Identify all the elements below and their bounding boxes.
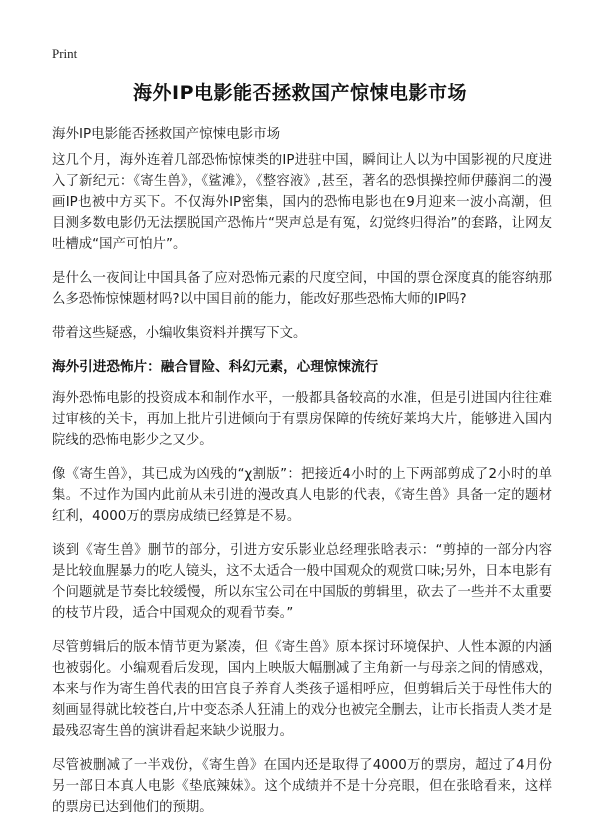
paragraph-editing-effects: 尽管剪辑后的版本情节更为紧凑，但《寄生兽》原本探讨环境保护、人性本源的内涵也被弱化。小编观看后发现，国内上映版大幅删减了主角新一与母亲之间的情感戏，本来与作为寄生兽代表的田宫良子养育人类孩子遥相呼应，但剪辑后关于母性伟大的刻画显得就比较苍白,片中变态杀人狂浦上的戏分也被完全删去，让市长指责人类才是最残忍寄生兽的演讲看起来缺少说服力。 (52, 640, 552, 739)
print-link[interactable]: Print (52, 46, 78, 61)
section-heading: 海外引进恐怖片：融合冒险、科幻元素，心理惊悚流行 (52, 359, 379, 375)
paragraph-questions: 是什么一夜间让中国具备了应对恐怖元素的尺度空间，中国的票仓深度真的能容纳那么多恐怖惊悚题材吗?以中国目前的能力，能改好那些恐怖大师的IP吗? (52, 271, 552, 307)
article-subtitle: 海外IP电影能否拯救国产惊悚电影市场 (52, 126, 281, 142)
article-body (52, 150, 552, 831)
paragraph-lead-in: 带着这些疑惑，小编收集资料并撰写下文。 (52, 326, 307, 341)
paragraph-box-office: 尽管被删减了一半戏份，《寄生兽》在国内还是取得了4000万的票房，超过了4月份另一部日本真人电影《垫底辣妹》。这个成绩并不是十分亮眼，但在张晗看来，这样的票房已达到他们的预期。 (52, 758, 552, 815)
paragraph-deleted-parts: 谈到《寄生兽》删节的部分，引进方安乐影业总经理张晗表示：“剪掉的一部分内容是比较血腥暴力的吃人镜头，这不太适合一般中国观众的观赏口味;另外，日本电影有个问题就是节奏比较缓慢，所以东宝公司在中国版的剪辑里，砍去了一些并不太重要的枝节片段，适合中国观众的观看节奏。” (52, 543, 552, 621)
paragraph-intro: 这几个月，海外连着几部恐怖惊悚类的IP进驻中国，瞬间让人以为中国影视的尺度进入了新纪元：《寄生兽》，《鲨滩》，《整容液》,甚至，著名的恐惧操控师伊藤润二的漫画IP也被中方买下。不仅海外IP密集，国内的恐怖电影也在9月迎来一波小高潮，但目测多数电影仍无法摆脱国产恐怖片“哭声总是有冤，幻觉终归得治”的套路，让网友吐槽成“国产可怕片”。 (52, 153, 552, 252)
paragraph-overseas-films: 海外恐怖电影的投资成本和制作水平，一般都具备较高的水准，但是引进国内往往难过审核的关卡，再加上批片引进倾向于有票房保障的传统好莱坞大片，能够进入国内院线的恐怖电影少之又少。 (52, 391, 552, 448)
paragraph-parasyte-cut: 像《寄生兽》，其已成为凶残的“χ割版”：把接近4小时的上下两部剪成了2小时的单集。不过作为国内此前从未引进的漫改真人电影的代表，《寄生兽》具备一定的题材红利，4000万的票房成绩已经算是不易。 (52, 467, 552, 524)
article-title: 海外IP电影能否拯救国产惊悚电影市场 (133, 82, 467, 104)
